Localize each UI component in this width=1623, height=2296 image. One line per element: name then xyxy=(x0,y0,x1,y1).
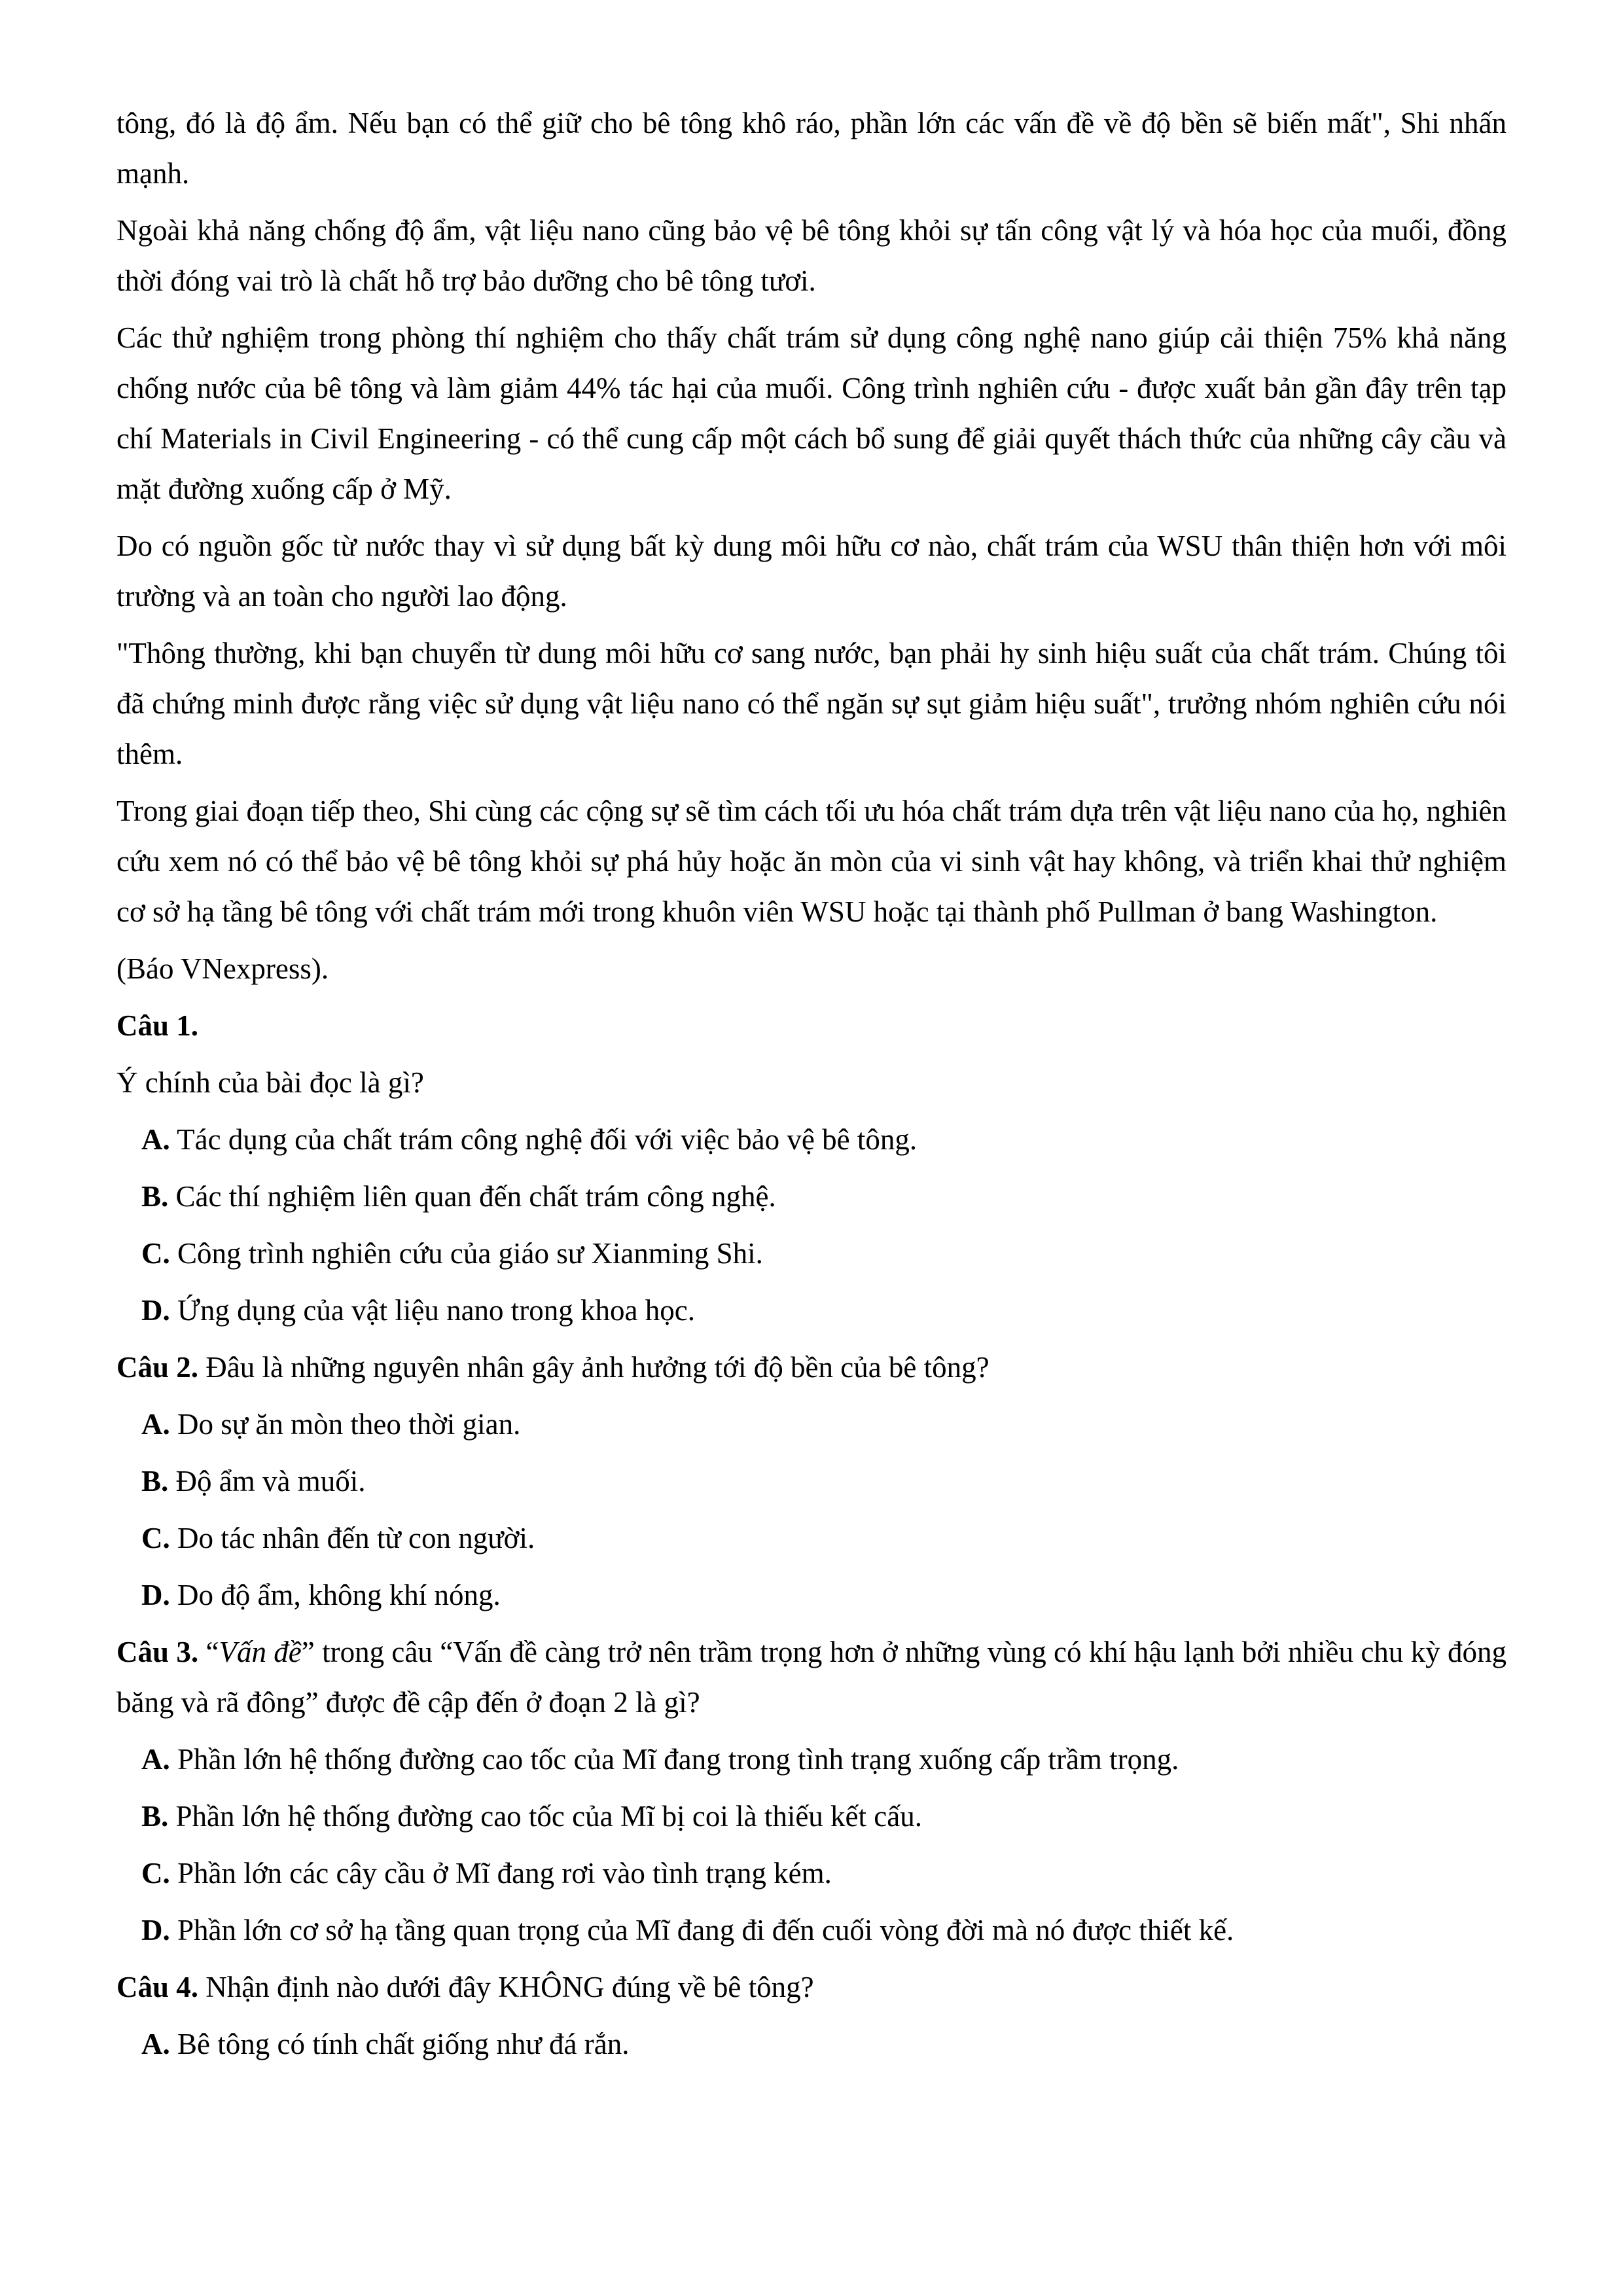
q1-option-b: B. Các thí nghiệm liên quan đến chất trám công nghệ. xyxy=(141,1180,776,1213)
paragraph: Các thử nghiệm trong phòng thí nghiệm cho thấy chất trám sử dụng công nghệ nano giúp cải thiện 75% khả năng chống nước của bê tông và làm giảm 44% tác hại của muối. Công trình nghiên cứu - được xuất bản gần đây trên tạp chí Materials in Civil Engineering - có thể cung cấp một cách bổ sung để giải quyết thách thức của những cây cầu và mặt đường xuống cấp ở Mỹ. xyxy=(116,321,1507,505)
q2-option-c: C. Do tác nhân đến từ con người. xyxy=(141,1522,535,1554)
q3-option-a: A. Phần lớn hệ thống đường cao tốc của Mĩ đang trong tình trạng xuống cấp trầm trọng. xyxy=(141,1743,1179,1776)
q1-option-c: C. Công trình nghiên cứu của giáo sư Xianming Shi. xyxy=(141,1237,763,1270)
paragraph: Do có nguồn gốc từ nước thay vì sử dụng bất kỳ dung môi hữu cơ nào, chất trám của WSU thân thiện hơn với môi trường và an toàn cho người lao động. xyxy=(116,529,1507,613)
paragraph: Ngoài khả năng chống độ ẩm, vật liệu nano cũng bảo vệ bê tông khỏi sự tấn công vật lý và hóa học của muối, đồng thời đóng vai trò là chất hỗ trợ bảo dưỡng cho bê tông tươi. xyxy=(116,214,1507,297)
q3-option-b: B. Phần lớn hệ thống đường cao tốc của Mĩ bị coi là thiếu kết cấu. xyxy=(141,1800,922,1833)
q4-option-a: A. Bê tông có tính chất giống như đá rắn. xyxy=(141,2028,630,2060)
q3-option-d: D. Phần lớn cơ sở hạ tầng quan trọng của Mĩ đang đi đến cuối vòng đời mà nó được thiết kế. xyxy=(141,1914,1234,1946)
q2-option-d: D. Do độ ẩm, không khí nóng. xyxy=(141,1579,501,1611)
paragraph: Trong giai đoạn tiếp theo, Shi cùng các cộng sự sẽ tìm cách tối ưu hóa chất trám dựa trên vật liệu nano của họ, nghiên cứu xem nó có thể bảo vệ bê tông khỏi sự phá hủy hoặc ăn mòn của vi sinh vật hay không, và triển khai thử nghiệm cơ sở hạ tầng bê tông với chất trám mới trong khuôn viên WSU hoặc tại thành phố Pullman ở bang Washington. xyxy=(116,795,1507,928)
question-4: Câu 4. Nhận định nào dưới đây KHÔNG đúng về bê tông? xyxy=(116,1971,814,2003)
q3-option-c: C. Phần lớn các cây cầu ở Mĩ đang rơi vào tình trạng kém. xyxy=(141,1857,832,1890)
question-3: Câu 3. “Vấn đề” trong câu “Vấn đề càng trở nên trầm trọng hơn ở những vùng có khí hậu lạnh bởi nhiều chu kỳ đóng băng và rã đông” được đề cập đến ở đoạn 2 là gì? xyxy=(116,1636,1507,1719)
paragraph: "Thông thường, khi bạn chuyển từ dung môi hữu cơ sang nước, bạn phải hy sinh hiệu suất của chất trám. Chúng tôi đã chứng minh được rằng việc sử dụng vật liệu nano có thể ngăn sự sụt giảm hiệu suất", trưởng nhóm nghiên cứu nói thêm. xyxy=(116,637,1507,770)
question-1-label: Câu 1. xyxy=(116,1009,199,1042)
source-citation: (Báo VNexpress). xyxy=(116,952,329,985)
q2-option-b: B. Độ ẩm và muối. xyxy=(141,1465,366,1498)
question-2: Câu 2. Đâu là những nguyên nhân gây ảnh hưởng tới độ bền của bê tông? xyxy=(116,1351,990,1384)
question-1-text: Ý chính của bài đọc là gì? xyxy=(116,1066,424,1099)
paragraph: tông, đó là độ ẩm. Nếu bạn có thể giữ cho bê tông khô ráo, phần lớn các vấn đề về độ bền sẽ biến mất", Shi nhấn mạnh. xyxy=(116,107,1507,190)
document-page xyxy=(116,98,1507,2076)
q1-option-a: A. Tác dụng của chất trám công nghệ đối với việc bảo vệ bê tông. xyxy=(141,1123,918,1156)
q2-option-a: A. Do sự ăn mòn theo thời gian. xyxy=(141,1408,521,1441)
q1-option-d: D. Ứng dụng của vật liệu nano trong khoa học. xyxy=(141,1294,695,1327)
